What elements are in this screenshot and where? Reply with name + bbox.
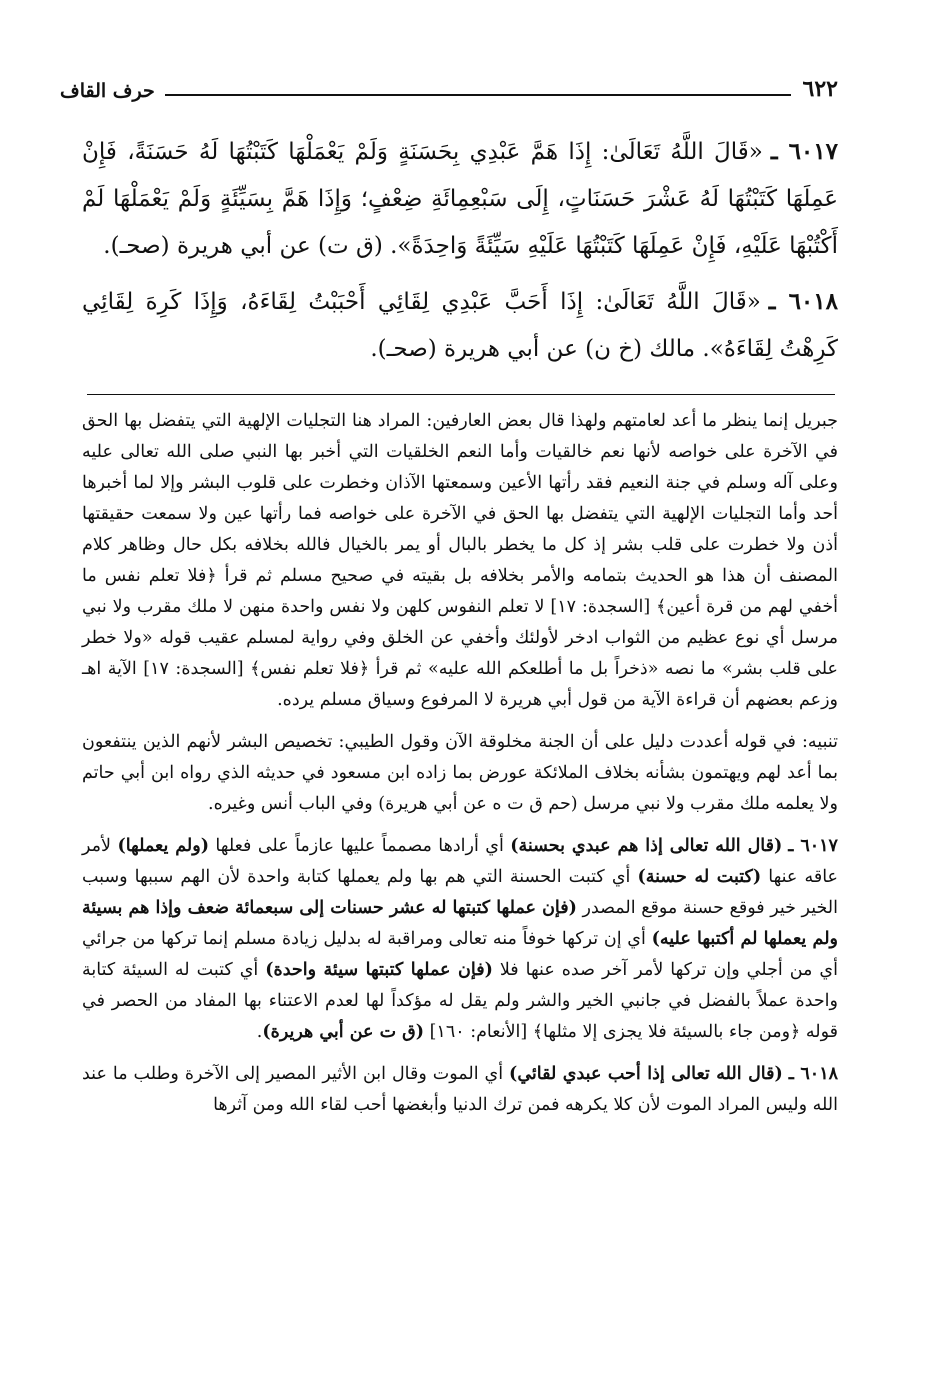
commentary xyxy=(82,406,838,1132)
quoted-text: (كتبت له حسنة) xyxy=(637,867,762,887)
quoted-text: (قال الله تعالى إذا هم عبدي بحسنة) xyxy=(510,836,783,856)
hadith-number: ٦٠١٨ ـ xyxy=(768,288,838,315)
header-rule xyxy=(165,94,791,96)
hadith-text xyxy=(82,128,838,381)
quoted-text: (ولم يعملها) xyxy=(117,836,209,856)
hadith-body: «قَالَ اللَّهُ تَعَالَىٰ: إِذَا هَمَّ عَبْدِي بِحَسَنَةٍ وَلَمْ يَعْمَلْهَا كَتَبْتُهَا لَهُ حَسَنَةً، فَإِنْ عَمِلَهَا كَتَبْتُهَا لَهُ عَشْرَ حَسَنَاتٍ، إِلَى سَبْعِمِائَةِ ضِعْفٍ؛ وَإِذَا هَمَّ بِسَيِّئَةٍ وَلَمْ يَعْمَلْهَا لَمْ أَكْتُبْهَا عَلَيْهِ، فَإِنْ عَمِلَهَا كَتَبْتُهَا عَلَيْهِ سَيِّئَةً وَاحِدَةً». (ق ت) عن أبي هريرة (صحـ). xyxy=(82,139,838,259)
quoted-text: (فإن عملها كتبتها له عشر حسنات إلى سبعمائة ضعف وإذا هم بسيئة ولم يعملها لم أكتبها عليه) xyxy=(82,898,838,949)
commentary-note: تنبيه: في قوله أعددت دليل على أن الجنة مخلوقة الآن وقول الطيبي: تخصيص البشر لأنهم الذين ينتفعون بما أعد لهم ويهتمون بشأنه بخلاف الملائكة عورض بما زاده ابن مسعود في حديثه الذي رواه ابن أبي حاتم ولا يعلمه ملك مقرب ولا نبي مرسل (حم ق ت ه عن أبي هريرة) وفي الباب أنس وغيره. xyxy=(82,732,838,814)
hadith-number: ٦٠١٧ ـ xyxy=(770,138,838,165)
page-number: ٦٢٢ xyxy=(802,76,838,102)
entry-number: ٦٠١٧ ـ xyxy=(788,836,838,856)
page-header xyxy=(60,72,838,102)
quoted-text: (قال الله تعالى إذا أحب عبدي لقائي) xyxy=(509,1064,783,1084)
commentary-entry-6018 xyxy=(82,1059,838,1121)
explanation: أي أرادها مصمماً عليها عازماً على فعلها xyxy=(209,836,511,856)
explanation: لأمر عاقه عنها xyxy=(82,836,838,887)
explanation: أي كتبت له السيئة كتابة واحدة عملاً بالفضل في جانبي الخير والشر ولم يقل له مؤكداً لها لعدم الاعتناء بها المفاد من الحصر في قوله ﴿ومن جاء بالسيئة فلا يجزى إلا مثلها﴾ [الأنعام: ١٦٠] xyxy=(82,960,838,1042)
commentary-entry-6017 xyxy=(82,831,838,1048)
quoted-text: (ق ت عن أبي هريرة) xyxy=(262,1022,425,1042)
explanation: . xyxy=(256,1022,263,1042)
hadith-6017 xyxy=(82,128,838,270)
hadith-body: «قَالَ اللَّهُ تَعَالَىٰ: إِذَا أَحَبَّ عَبْدِي لِقَائِي أَحْبَبْتُ لِقَاءَهُ، وَإِذَا كَرِهَ لِقَائِي كَرِهْتُ لِقَاءَهُ». مالك (خ ن) عن أبي هريرة (صحـ). xyxy=(82,289,838,362)
explanation: أي إن تركها خوفاً منه تعالى ومراقبة له بدليل زيادة مسلم إنما تركها من جرائي أي من أجلي وإن تركها لأمر آخر صده عنها فلا xyxy=(82,929,838,980)
hadith-6018 xyxy=(82,278,838,373)
explanation: أي الموت وقال ابن الأثير المصير إلى الآخرة وطلب ما عند الله وليس المراد الموت لأن كلا يكرهه فمن ترك الدنيا وأبغضها أحب لقاء الله ومن آثرها xyxy=(82,1064,838,1115)
footnote-separator xyxy=(87,394,835,395)
explanation: أي كتبت الحسنة التي هم بها ولم يعملها كتابة واحدة لأن الهم سببها وسبب الخير خير فوقع حسنة موقع المصدر xyxy=(82,867,838,918)
commentary-paragraph: جبريل إنما ينظر ما أعد لعامتهم ولهذا قال بعض العارفين: المراد هنا التجليات الإلهية التي يتفضل بها الحق في الآخرة على خواصه لأنها نعم خالقيات وأما النعم الخلقيات التي أخبر بها النبي صلى الله تعالى عليه وعلى آله وسلم في جنة النعيم فقد رأتها الأعين وسمعتها الآذان وخطرت على قلوب البشر وإلا لما أخبرها أحد وأما التجليات الإلهية التي يتفضل بها الحق في الآخرة على خواصه فما رأتها عين ولا سمعت حقيقتها أذن ولا خطرت على قلب بشر إذ كل ما يخطر بالبال أو يمر بالخيال فالله بخلافه بكل حال وظاهر كلام المصنف أن هذا هو الحديث بتمامه والأمر بخلافه بل بقيته في صحيح مسلم ثم قرأ ﴿فلا تعلم نفس ما أخفي لهم من قرة أعين﴾ [السجدة: ١٧] لا تعلم النفوس كلهن ولا نفس واحدة منهن لا ملك مقرب ولا نبي مرسل أي نوع عظيم من الثواب ادخر لأولئك وأخفي عن الخلق وفي رواية لمسلم عقيب قوله «ولا خطر على قلب بشر» ما نصه «ذخراً بل ما أطلعكم الله عليه» ثم قرأ ﴿فلا تعلم نفس﴾ [السجدة: ١٧] الآية اهـ وزعم بعضهم أن قراءة الآية من قول أبي هريرة لا المرفوع وسياق مسلم يرده. xyxy=(82,411,838,710)
section-title: حرف القاف xyxy=(60,80,155,102)
quoted-text: (فإن عملها كتبتها سيئة واحدة) xyxy=(265,960,493,980)
entry-number: ٦٠١٨ ـ xyxy=(788,1064,838,1084)
